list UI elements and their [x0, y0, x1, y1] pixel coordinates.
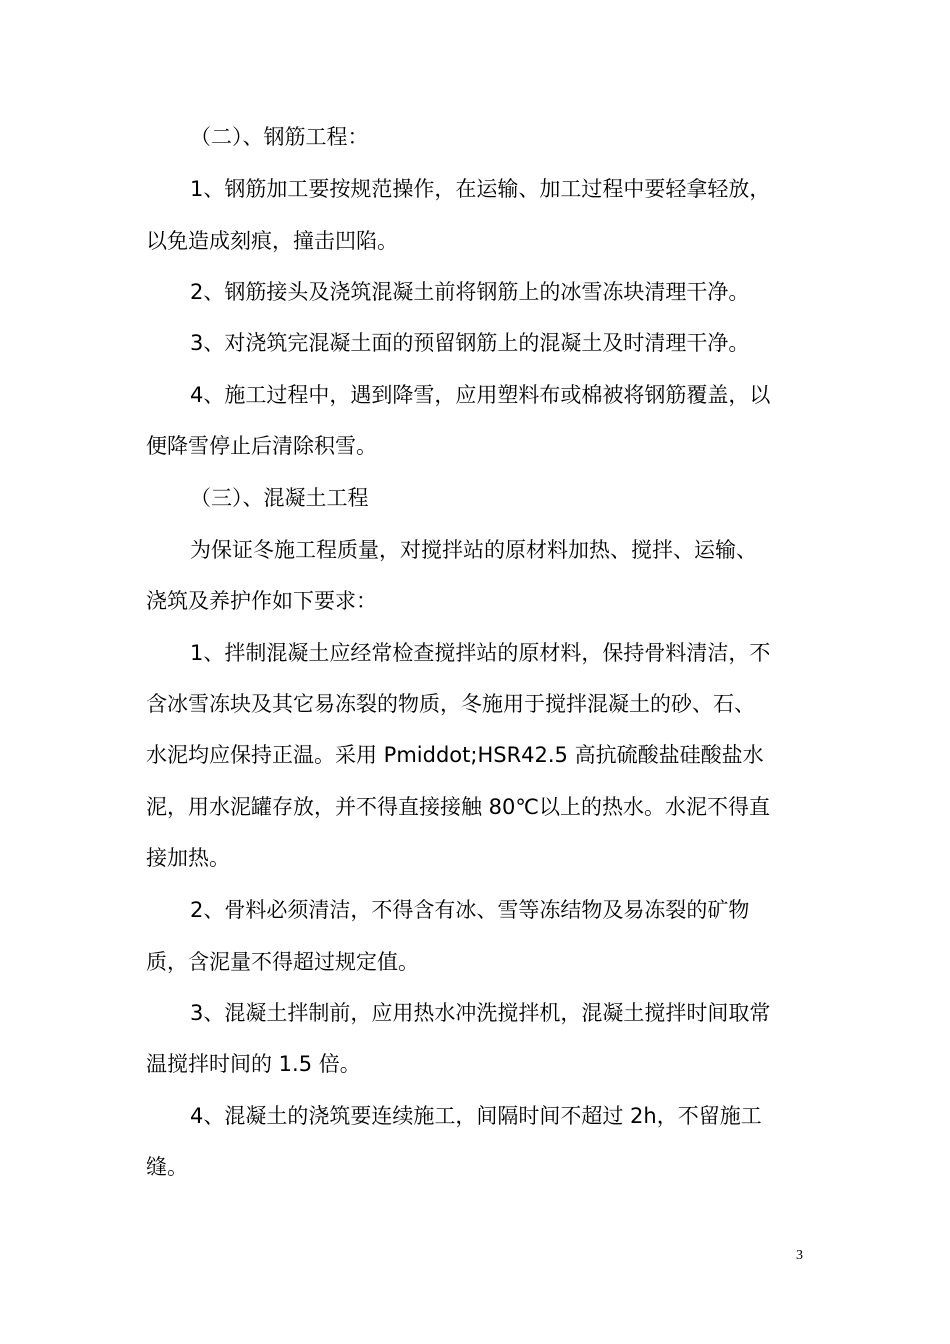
paragraph-line: 以免造成刻痕，撞击凹陷。 [146, 229, 398, 253]
paragraph-line: 含冰雪冻块及其它易冻裂的物质，冬施用于搅拌混凝土的砂、石、 [146, 692, 755, 716]
paragraph-line: 1、拌制混凝土应经常检查搅拌站的原材料，保持骨料清洁，不 [190, 641, 771, 665]
section-heading-rebar: （二）、钢筋工程： [190, 125, 369, 149]
paragraph-line: 接加热。 [146, 846, 230, 870]
paragraph-line: 水泥均应保持正温。采用 Pmiddot;HSR42.5 高抗硫酸盐硅酸盐水 [146, 743, 764, 767]
paragraph-line: 4、施工过程中，遇到降雪，应用塑料布或棉被将钢筋覆盖，以 [190, 383, 771, 407]
paragraph-line: 便降雪停止后清除积雪。 [146, 434, 377, 458]
paragraph-line: 1、钢筋加工要按规范操作，在运输、加工过程中要轻拿轻放， [190, 177, 771, 201]
paragraph-line: 温搅拌时间的 1.5 倍。 [146, 1052, 361, 1076]
paragraph-line: 3、对浇筑完混凝土面的预留钢筋上的混凝土及时清理干净。 [190, 331, 750, 355]
paragraph-line: 泥，用水泥罐存放，并不得直接接触 80℃以上的热水。水泥不得直 [146, 795, 770, 819]
paragraph-line: 质，含泥量不得超过规定值。 [146, 950, 419, 974]
paragraph-line: 为保证冬施工程质量，对搅拌站的原材料加热、搅拌、运输、 [190, 538, 757, 562]
paragraph-line: 4、混凝土的浇筑要连续施工，间隔时间不超过 2h，不留施工 [190, 1104, 762, 1128]
paragraph-line: 2、骨料必须清洁，不得含有冰、雪等冻结物及易冻裂的矿物 [190, 898, 750, 922]
paragraph-line: 浇筑及养护作如下要求： [146, 589, 377, 613]
paragraph-line: 2、钢筋接头及浇筑混凝土前将钢筋上的冰雪冻块清理干净。 [190, 280, 750, 304]
paragraph-line: 缝。 [146, 1155, 188, 1179]
page-number: 3 [796, 1248, 803, 1263]
section-heading-concrete: （三）、混凝土工程 [190, 486, 369, 510]
paragraph-line: 3、混凝土拌制前，应用热水冲洗搅拌机，混凝土搅拌时间取常 [190, 1001, 771, 1025]
